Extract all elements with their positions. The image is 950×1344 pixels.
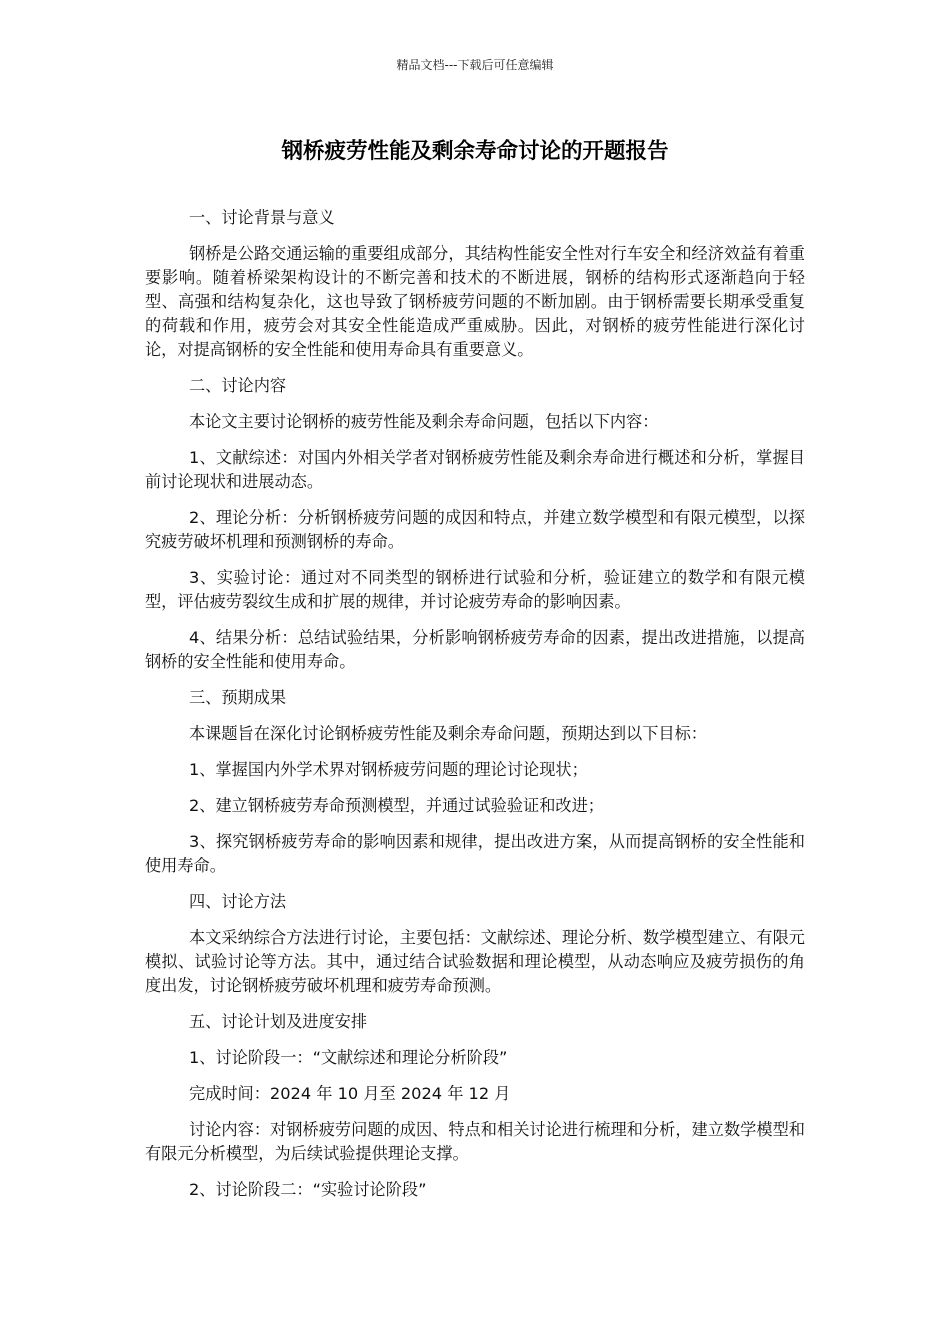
section-heading-methods: 四、讨论方法: [189, 892, 287, 911]
paragraph-expected-intro: 本课题旨在深化讨论钢桥疲劳性能及剩余寿命问题，预期达到以下目标：: [189, 724, 707, 743]
list-item-goal-2: 2、建立钢桥疲劳寿命预测模型，并通过试验验证和改进；: [189, 796, 604, 815]
section-heading-content: 二、讨论内容: [189, 376, 287, 395]
list-item-experimental-study: 3、实验讨论：通过对不同类型的钢桥进行试验和分析，验证建立的数学和有限元模型，评估疲劳裂纹生成和扩展的规律，并讨论疲劳寿命的影响因素。: [145, 568, 805, 611]
list-item-goal-1: 1、掌握国内外学术界对钢桥疲劳问题的理论讨论现状；: [189, 760, 588, 779]
paragraph-background: 钢桥是公路交通运输的重要组成部分，其结构性能安全性对行车安全和经济效益有着重要影响。随着桥梁架构设计的不断完善和技术的不断进展，钢桥的结构形式逐渐趋向于轻型、高强和结构复杂化，这也导致了钢桥疲劳问题的不断加剧。由于钢桥需要长期承受重复的荷载和作用，疲劳会对其安全性能造成严重威胁。因此，对钢桥的疲劳性能进行深化讨论，对提高钢桥的安全性能和使用寿命具有重要意义。: [145, 244, 805, 359]
list-item-goal-3: 3、探究钢桥疲劳寿命的影响因素和规律，提出改进方案，从而提高钢桥的安全性能和使用寿命。: [145, 832, 805, 875]
section-heading-schedule: 五、讨论计划及进度安排: [189, 1012, 368, 1031]
schedule-stage-1-content: 讨论内容：对钢桥疲劳问题的成因、特点和相关讨论进行梳理和分析，建立数学模型和有限元分析模型，为后续试验提供理论支撑。: [145, 1120, 805, 1163]
list-item-result-analysis: 4、结果分析：总结试验结果，分析影响钢桥疲劳寿命的因素，提出改进措施，以提高钢桥的安全性能和使用寿命。: [145, 628, 805, 671]
schedule-stage-1-time: 完成时间：2024 年 10 月至 2024 年 12 月: [189, 1084, 511, 1103]
paragraph-content-intro: 本论文主要讨论钢桥的疲劳性能及剩余寿命问题，包括以下内容：: [189, 412, 659, 431]
page-header-watermark: 精品文档---下载后可任意编辑: [396, 58, 554, 72]
section-heading-background: 一、讨论背景与意义: [189, 208, 335, 227]
schedule-stage-2-title: 2、讨论阶段二：“实验讨论阶段”: [189, 1180, 427, 1199]
section-heading-expected-results: 三、预期成果: [189, 688, 287, 707]
paragraph-methods: 本文采纳综合方法进行讨论，主要包括：文献综述、理论分析、数学模型建立、有限元模拟、试验讨论等方法。其中，通过结合试验数据和理论模型，从动态响应及疲劳损伤的角度出发，讨论钢桥疲劳破坏机理和疲劳寿命预测。: [145, 928, 805, 995]
schedule-stage-1-title: 1、讨论阶段一：“文献综述和理论分析阶段”: [189, 1048, 508, 1067]
list-item-literature-review: 1、文献综述：对国内外相关学者对钢桥疲劳性能及剩余寿命进行概述和分析，掌握目前讨论现状和进展动态。: [145, 448, 805, 491]
list-item-theoretical-analysis: 2、理论分析：分析钢桥疲劳问题的成因和特点，并建立数学模型和有限元模型，以探究疲劳破坏机理和预测钢桥的寿命。: [145, 508, 805, 551]
document-title: 钢桥疲劳性能及剩余寿命讨论的开题报告: [281, 139, 669, 164]
document-body: [145, 206, 805, 1214]
